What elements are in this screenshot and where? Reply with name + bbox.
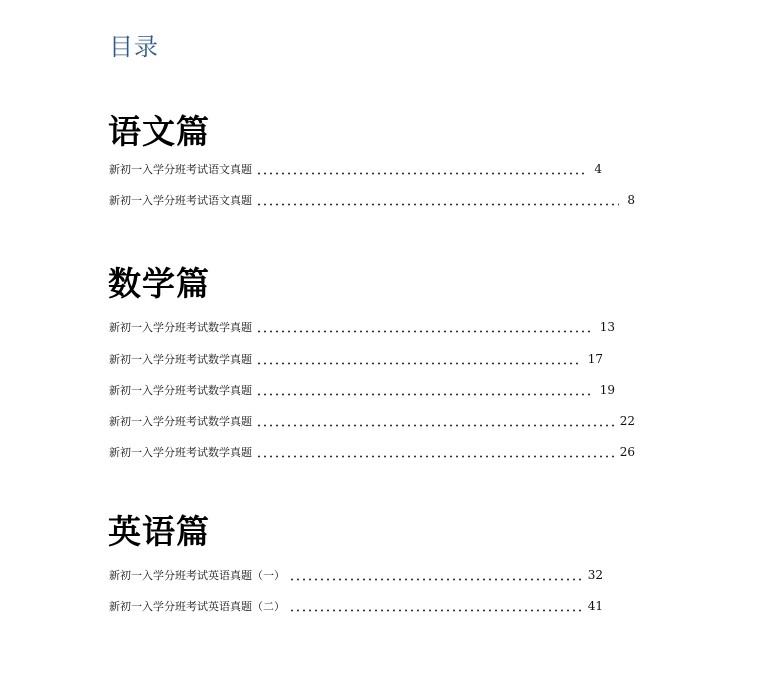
dot-leader — [256, 362, 582, 365]
toc-entry[interactable] — [109, 381, 615, 399]
entry-label: 新初一入学分班考试语文真题 — [109, 163, 252, 176]
dot-leader — [256, 330, 594, 333]
entry-page-number: 17 — [587, 352, 603, 366]
dot-leader — [256, 455, 614, 458]
toc-entry[interactable] — [109, 443, 635, 461]
dot-leader — [256, 424, 614, 427]
entry-page-number: 41 — [587, 599, 603, 613]
toc-title: 目录 — [109, 33, 159, 61]
entry-page-number: 19 — [599, 383, 615, 397]
section-heading-chinese: 语文篇 — [108, 112, 210, 151]
entry-label: 新初一入学分班考试数学真题 — [109, 384, 252, 397]
dot-leader — [289, 578, 582, 581]
dot-leader — [256, 203, 619, 206]
entry-page-number: 8 — [627, 193, 635, 207]
entry-label: 新初一入学分班考试英语真题（二） — [109, 600, 285, 613]
toc-entry[interactable] — [109, 566, 603, 584]
toc-entry[interactable] — [109, 191, 635, 209]
entry-label: 新初一入学分班考试英语真题（一） — [109, 569, 285, 582]
entry-page-number: 22 — [619, 414, 635, 428]
dot-leader — [256, 393, 594, 396]
toc-entry[interactable] — [109, 412, 635, 430]
entry-label: 新初一入学分班考试数学真题 — [109, 353, 252, 366]
entry-label: 新初一入学分班考试数学真题 — [109, 446, 252, 459]
toc-entry[interactable] — [109, 350, 603, 368]
entry-label: 新初一入学分班考试数学真题 — [109, 415, 252, 428]
entry-page-number: 32 — [587, 568, 603, 582]
section-heading-english: 英语篇 — [108, 512, 210, 551]
entry-page-number: 26 — [619, 445, 635, 459]
entry-page-number: 13 — [599, 320, 615, 334]
toc-entry[interactable] — [109, 318, 615, 336]
entry-page-number: 4 — [594, 162, 602, 176]
section-heading-math: 数学篇 — [108, 264, 210, 303]
toc-entry[interactable] — [109, 160, 602, 178]
toc-entry[interactable] — [109, 597, 603, 615]
dot-leader — [256, 172, 586, 175]
entry-label: 新初一入学分班考试语文真题 — [109, 194, 252, 207]
dot-leader — [289, 609, 582, 612]
entry-label: 新初一入学分班考试数学真题 — [109, 321, 252, 334]
